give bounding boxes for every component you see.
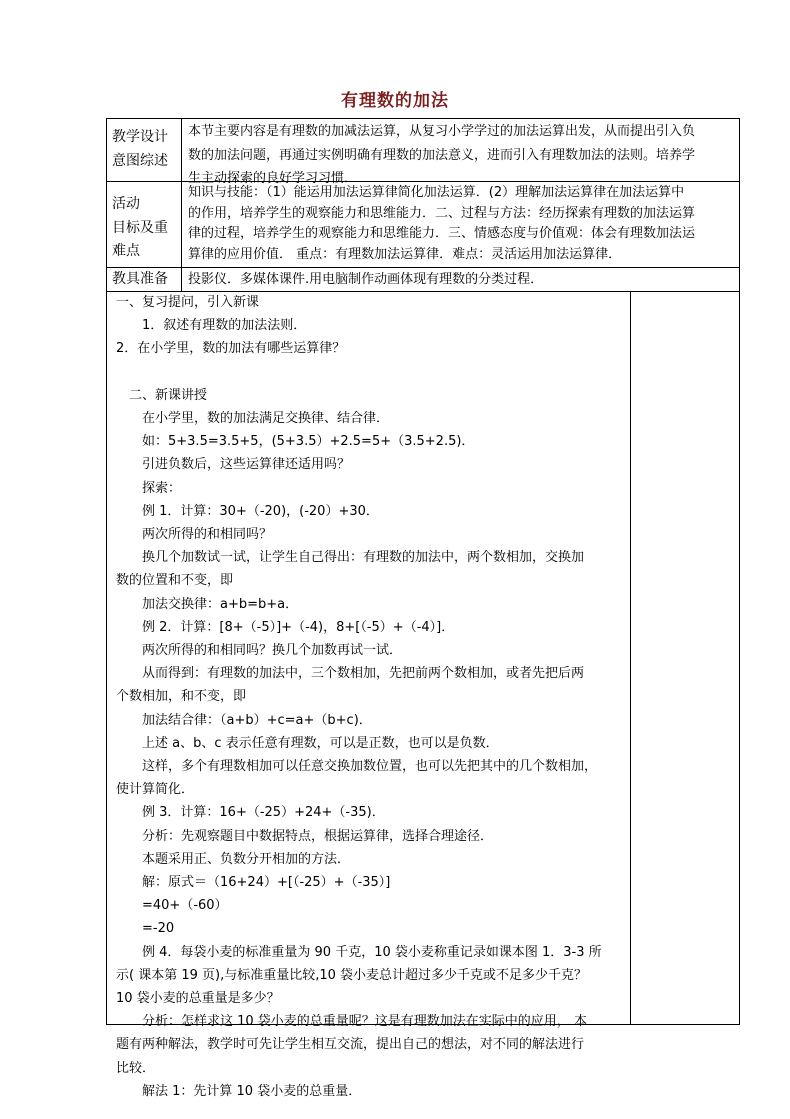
body-line: 两次所得的和相同吗？换几个加数再试一试． [116, 643, 403, 659]
body-line: =-20 [116, 921, 175, 937]
content-line: 算律的应用价值． 重点：有理数加法运算律．难点：灵活运用加法运算律． [188, 246, 622, 262]
body-line: 题有两种解法，教学时可先让学生相互交流，提出自己的想法，对不同的解法进行 [116, 1037, 585, 1053]
body-line: 两次所得的和相同吗？ [116, 527, 273, 543]
lesson-plan-table [106, 118, 740, 1099]
body-line: 换几个加数试一试，让学生自己得出：有理数的加法中，两个数相加，交换加 [116, 550, 585, 566]
body-line: 10 袋小麦的总重量是多少？ [116, 991, 280, 1007]
row-content-teaching-aids [188, 268, 738, 292]
body-line: 引进负数后，这些运算律还适用吗？ [116, 457, 351, 473]
body-line: 例 3．计算：16+（-25）+24+（-35)． [116, 805, 385, 821]
row-label-objectives [112, 193, 182, 264]
body-line: 上述 a、b、c 表示任意有理数，可以是正数，也可以是负数． [116, 735, 499, 751]
body-line: 在小学里，数的加法满足交换律、结合律． [116, 411, 390, 426]
body-line: 加法结合律：（a+b）+c=a+（b+c)． [116, 712, 372, 728]
body-line: 探索： [116, 480, 182, 496]
row-label-design-intent [112, 126, 178, 173]
label-line: 目标及重 [112, 219, 168, 236]
body-line: 比较． [116, 1060, 156, 1076]
content-line: 数的加法问题，再通过实例明确有理数的加法意义，进而引入有理数加法的法则。培养学 [188, 147, 696, 163]
body-line: 从而得到：有理数的加法中，三个数相加，先把前两个数相加，或者先把后两 [116, 666, 585, 682]
body-line: 例 2．计算：[8+（-5）]+（-4)，8+[（-5）+（-4）]． [116, 619, 455, 635]
content-line: 投影仪．多媒体课件.用电脑制作动画体现有理数的分类过程． [188, 272, 544, 287]
label-line: 意图综述 [112, 152, 168, 169]
body-line: 1．叙述有理数的加法法则． [116, 318, 307, 334]
body-line: 个数相加，和不变，即 [116, 689, 247, 705]
body-line: 如：5+3.5=3.5+5，(5+3.5）+2.5=5+（3.5+2.5)． [116, 434, 475, 450]
body-line: 使计算简化． [116, 782, 195, 798]
content-line: 的作用，培养学生的观察能力和思维能力．二、过程与方法：经历探索有理数的加法运算 [188, 205, 696, 221]
notes-column-divider [630, 291, 631, 1024]
body-line: 例 4．每袋小麦的标准重量为 90 千克，10 袋小麦称重记录如课本图 1．3-3 所 [116, 944, 602, 960]
row-content-objectives [188, 183, 738, 265]
body-line: 例 1．计算：30+（-20)，(-20）+30． [116, 503, 379, 519]
page-title: 有理数的加法 [341, 91, 449, 111]
body-line: 加法交换律：a+b=b+a． [116, 596, 299, 612]
body-line: 这样，多个有理数相加可以任意交换加数位置，也可以先把其中的几个数相加， [116, 759, 598, 775]
content-line: 知识与技能：（1）能运用加法运算律简化加法运算．(2）理解加法运算律在加法运算中 [188, 185, 685, 200]
label-line: 教具准备 [112, 271, 168, 287]
lesson-body [116, 291, 628, 1103]
content-line: 律的过程，培养学生的观察能力和思维能力．三、情感态度与价值观：体会有理数加法运 [188, 226, 696, 241]
body-line: 本题采用正、负数分开相加的方法． [116, 851, 351, 867]
row-content-design-intent [188, 120, 738, 191]
row-label-teaching-aids [112, 268, 182, 292]
content-line: 生主动探索的良好学习习惯． [188, 171, 358, 186]
body-line: 解法 1：先计算 10 袋小麦的总重量． [116, 1083, 362, 1099]
body-line: 分析：怎样求这 10 袋小麦的总重量呢？这是有理数加法在实际中的应用， 本 [116, 1014, 587, 1030]
label-line: 教学设计 [112, 129, 168, 145]
body-line: 二、新课讲授 [116, 387, 208, 403]
body-line: 示( 课本第 19 页),与标准重量比较,10 袋小麦总计超过多少千克或不足多少千克？ [116, 967, 588, 983]
body-line: 2．在小学里，数的加法有哪些运算律？ [116, 341, 346, 357]
body-line: 解：原式＝（16+24）+[（-25）+（-35）] [116, 875, 391, 891]
body-line: =40+（-60） [116, 898, 228, 914]
body-line: 一、复习提问，引入新课 [116, 295, 260, 310]
body-line [116, 361, 628, 384]
label-line: 活动 [112, 196, 140, 212]
body-line: 数的位置和不变，即 [116, 573, 234, 589]
label-line: 难点 [112, 243, 140, 259]
body-line: 分析：先观察题目中数据特点，根据运算律，选择合理途径． [116, 828, 494, 844]
content-line: 本节主要内容是有理数的加减法运算，从复习小学学过的加法运算出发，从而提出引入负 [188, 124, 696, 139]
